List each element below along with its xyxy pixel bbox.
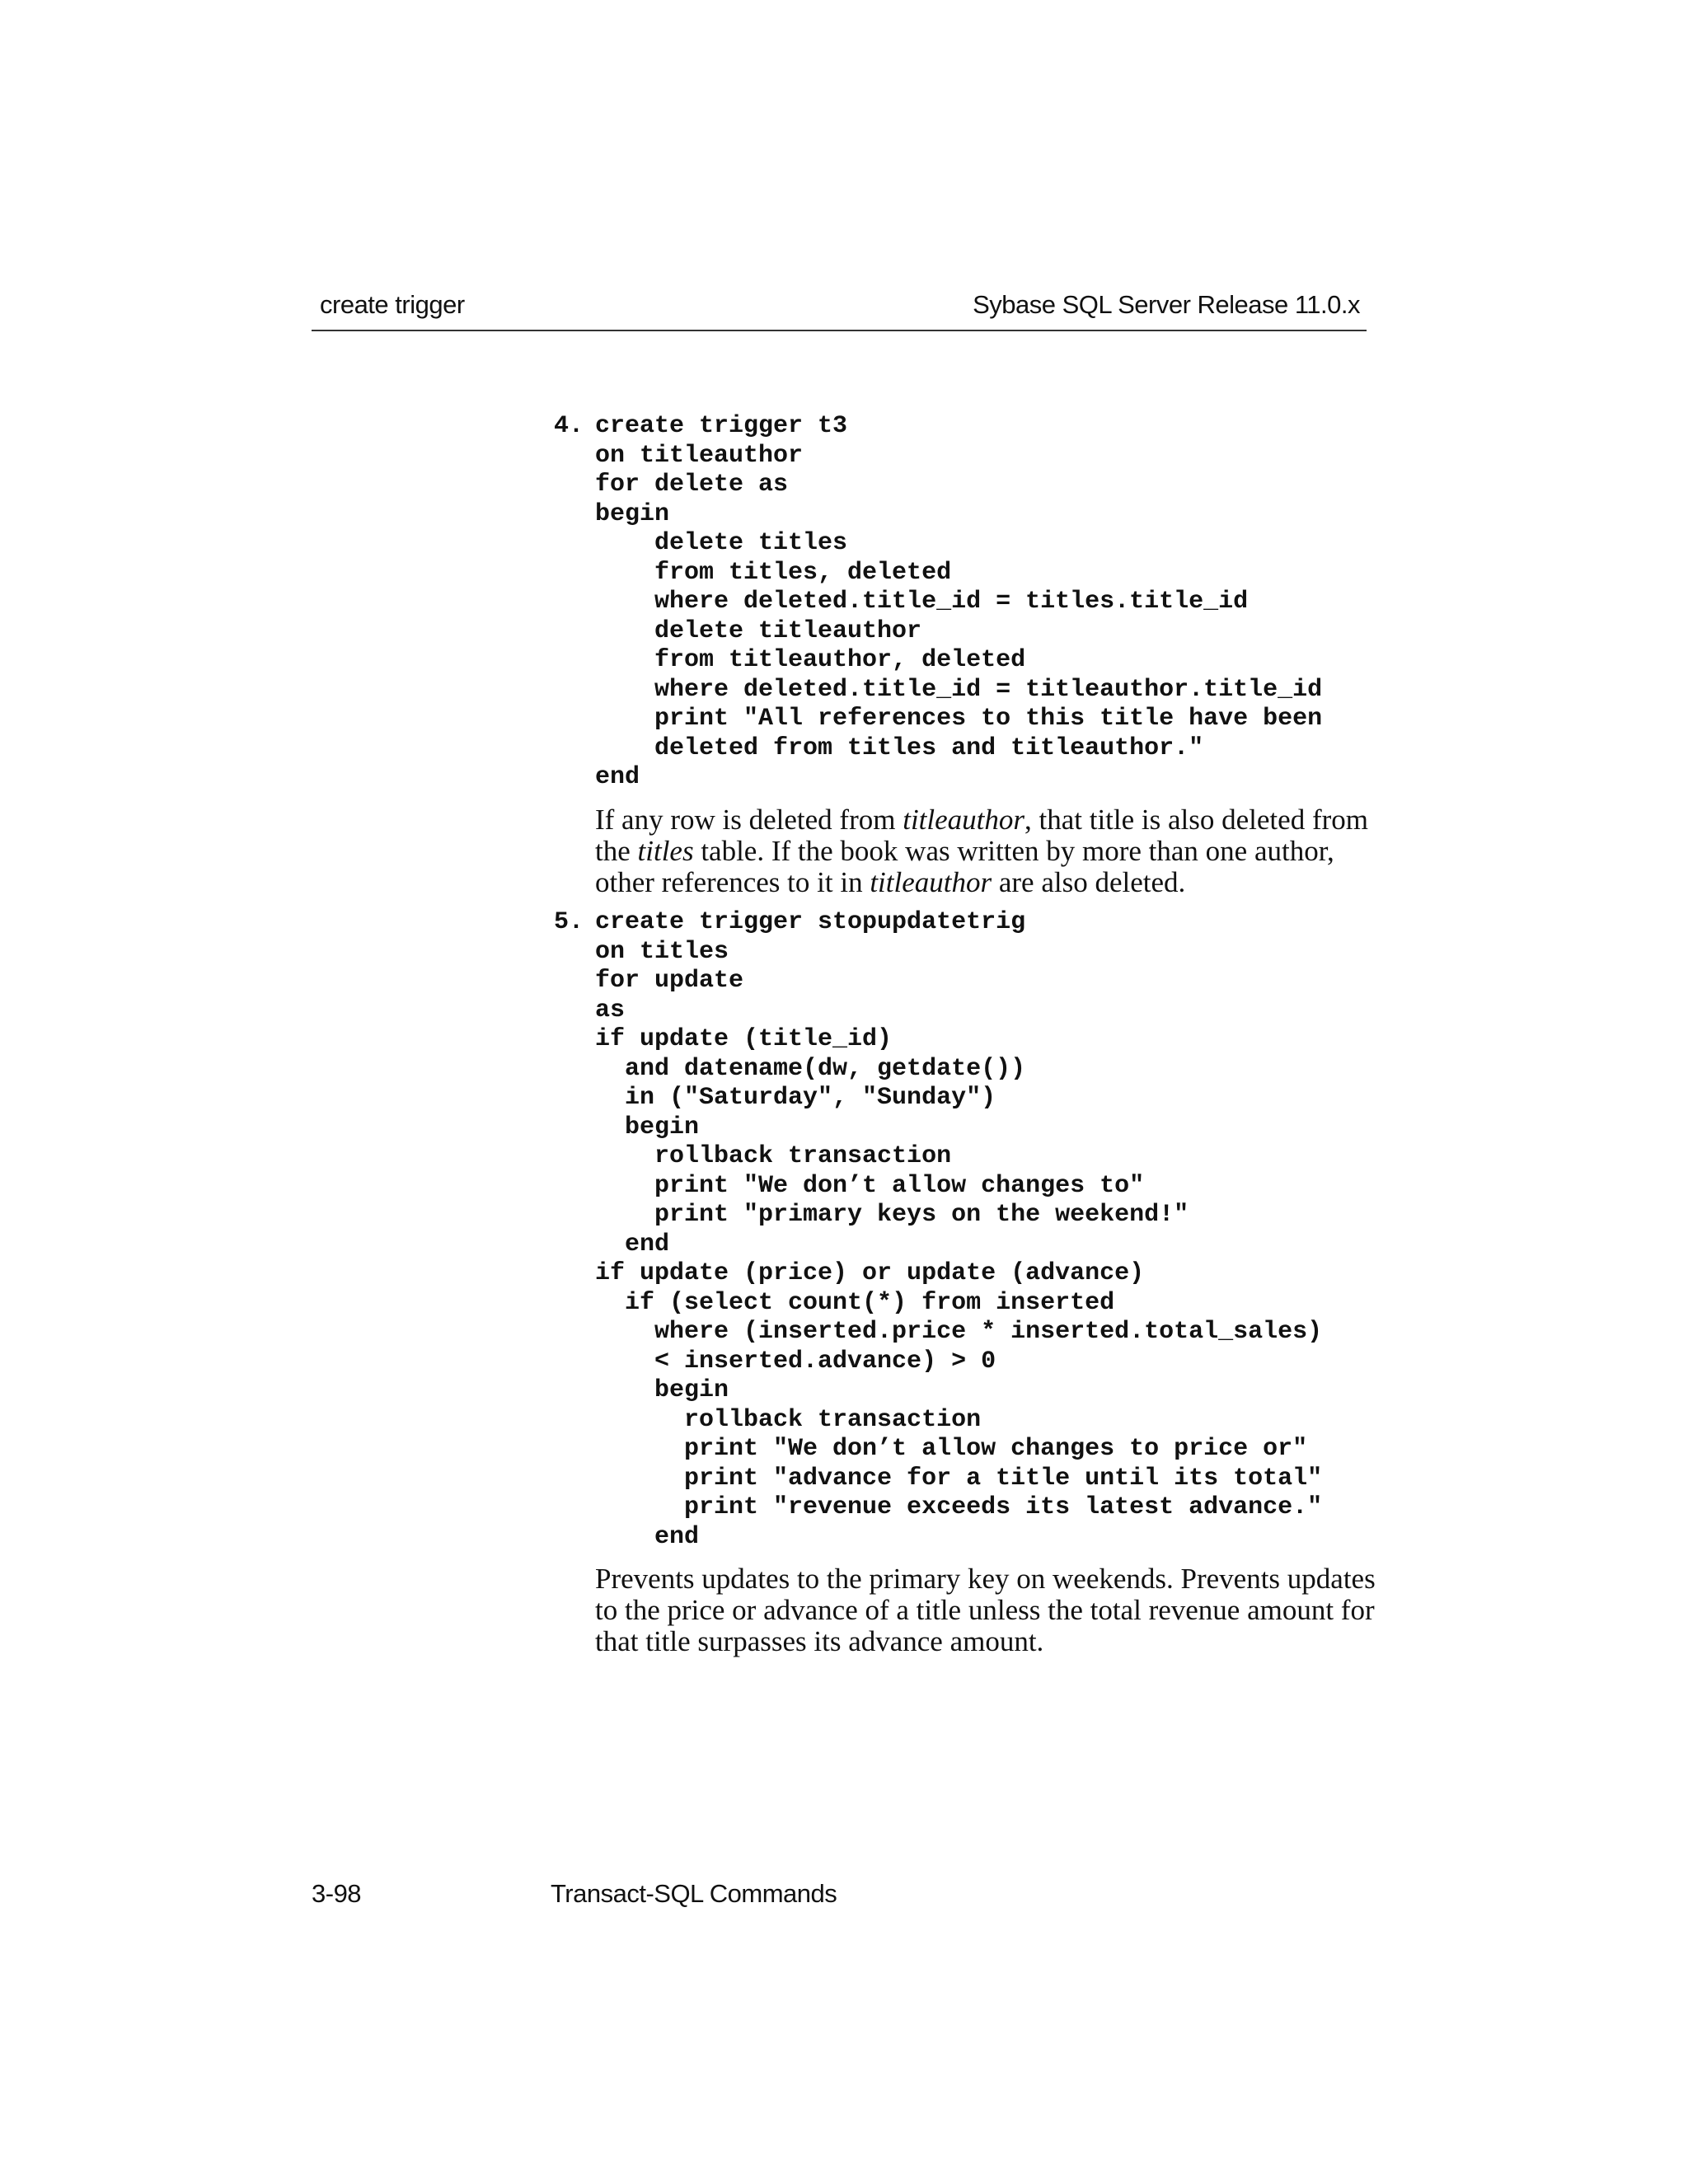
example-description: Prevents updates to the primary key on weekends. Prevents updates to the price or advance of a title unless the total revenue amount for that title surpasses its advance amount.	[595, 1563, 1376, 1657]
example-number: 4.	[554, 412, 584, 440]
page-number: 3-98	[312, 1879, 362, 1908]
code-block: create trigger t3 on titleauthor for delete as begin delete titles from titles, deleted where deleted.title_id = titles.title_id delete titleauthor from titleauthor, deleted where deleted.title_id = titleauthor.title_id print "All references to this title have been deleted from titles and titleauthor." end	[595, 412, 1323, 791]
table-name: titles	[637, 834, 694, 867]
header-section-title: create trigger	[320, 290, 465, 319]
example-5	[554, 908, 1378, 1657]
table-name: titleauthor	[870, 865, 992, 898]
example-4	[554, 412, 1378, 898]
example-number: 5.	[554, 908, 584, 936]
header-product-release: Sybase SQL Server Release 11.0.x	[973, 290, 1360, 319]
code-block: create trigger stopupdatetrig on titles for update as if update (title_id) and datename(dw, getdate()) in ("Saturday", "Sunday") begin rollback transaction print "We don’t allow changes to" print "primary keys on the weekend!" end if update (price) or update (advance) if (select count(*) from inserted where (inserted.price * inserted.total_sales) < inserted.advance) > 0 begin rollback transaction print "We don’t allow changes to price or" print "advance for a title until its total" print "revenue exceeds its latest advance." end	[595, 908, 1323, 1551]
table-name: titleauthor	[903, 803, 1025, 836]
example-description: If any row is deleted from titleauthor, that title is also deleted from the titles table. If the book was written by more than one author, other references to it in titleauthor are also deleted.	[595, 803, 1368, 898]
footer-section-title: Transact-SQL Commands	[551, 1879, 837, 1908]
running-header	[312, 290, 1367, 331]
